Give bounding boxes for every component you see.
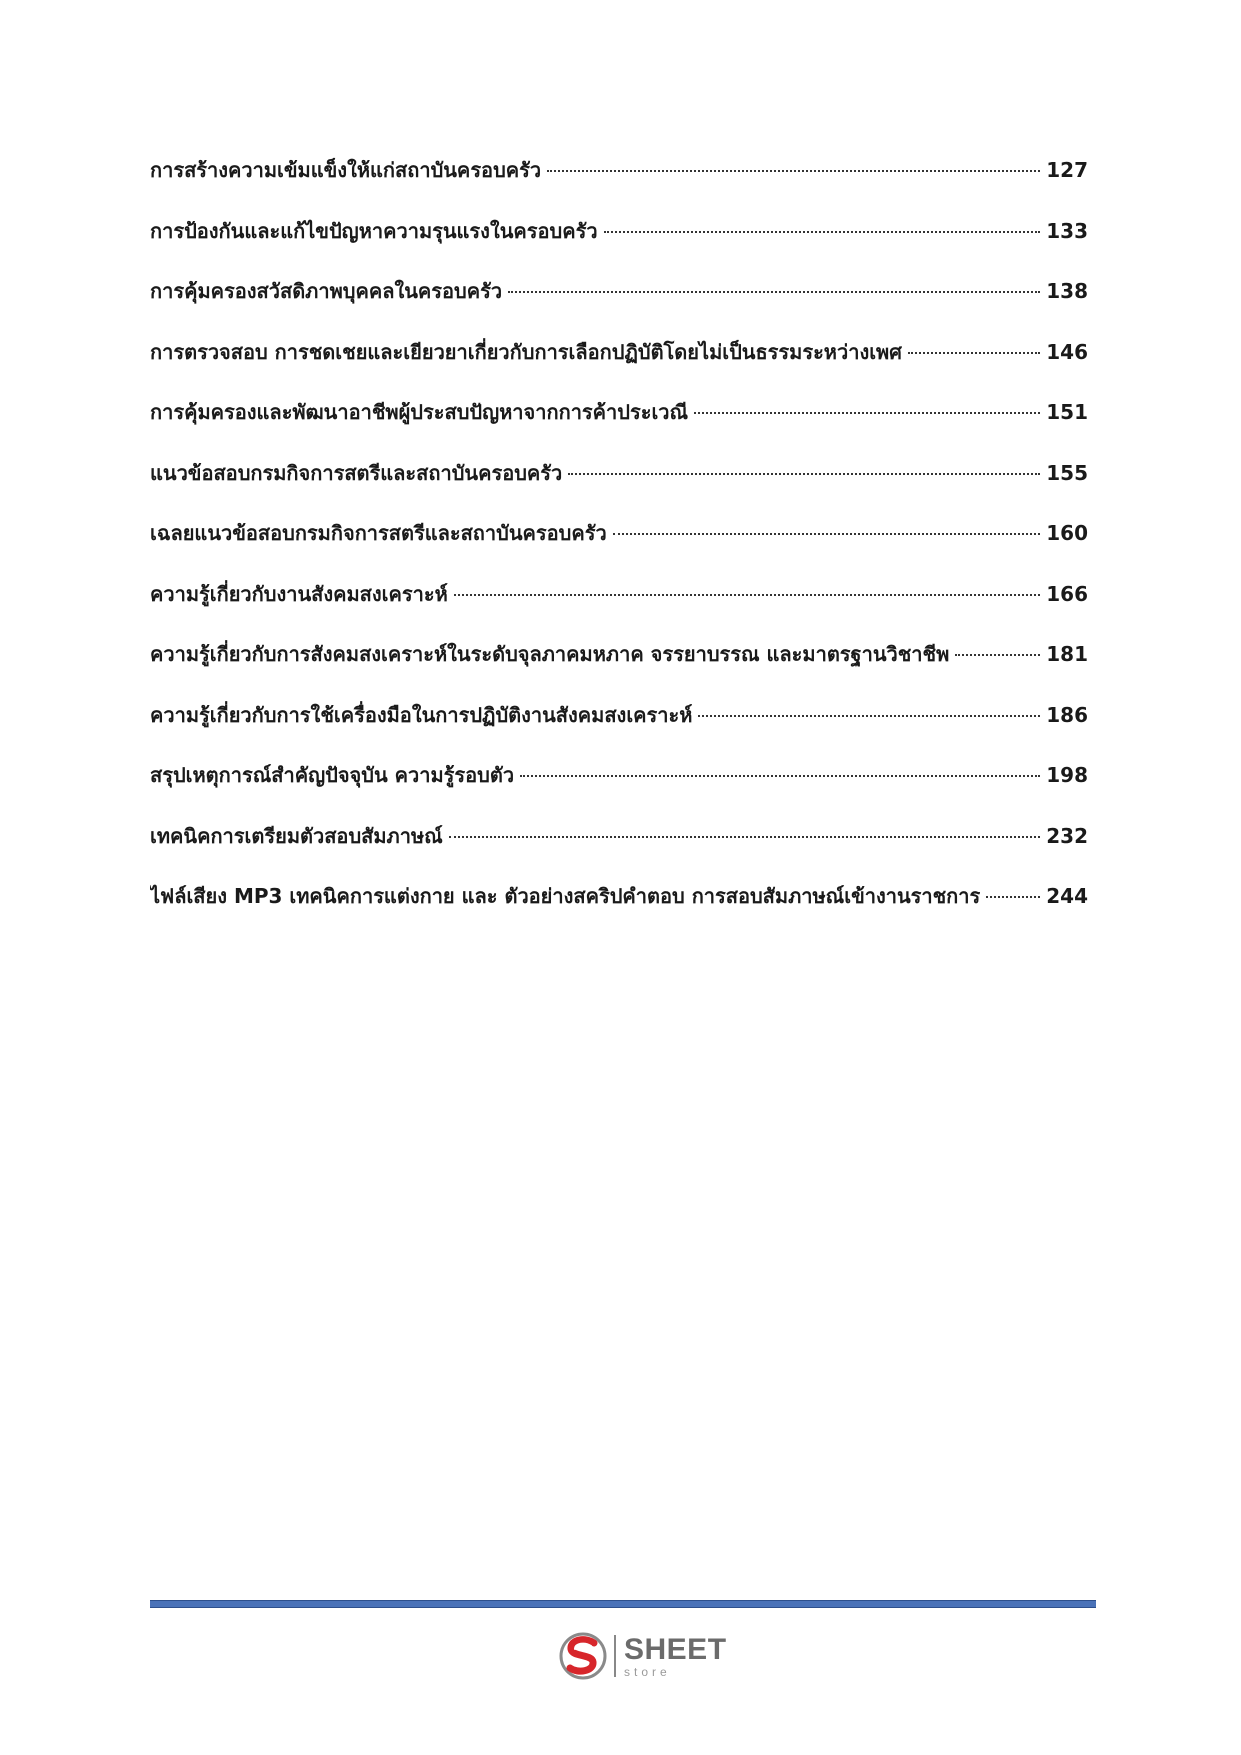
toc-entry-title: ความรู้เกี่ยวกับงานสังคมสงเคราะห์ <box>150 581 448 606</box>
toc-entry-title: สรุปเหตุการณ์สำคัญปัจจุบัน ความรู้รอบตัว <box>150 763 515 787</box>
toc-dot-leader <box>449 836 1041 838</box>
toc-dot-leader <box>508 291 1040 293</box>
toc-entry[interactable] <box>150 578 1088 639</box>
toc-entry-page: 138 <box>1046 279 1088 303</box>
toc-dot-leader <box>568 473 1040 475</box>
toc-entry-page: 198 <box>1046 763 1088 787</box>
toc-dot-leader <box>613 533 1041 535</box>
toc-entry-title: การคุ้มครองและพัฒนาอาชีพผู้ประสบปัญหาจากการค้าประเวณี <box>150 400 689 424</box>
toc-dot-leader <box>604 231 1041 233</box>
toc-entry-page: 127 <box>1046 158 1088 182</box>
toc-entry[interactable] <box>150 820 1088 881</box>
toc-entry-title: การคุ้มครองสวัสดิภาพบุคคลในครอบครัว <box>150 279 503 303</box>
toc-entry-title: ความรู้เกี่ยวกับการสังคมสงเคราะห์ในระดับจุลภาคมหภาค จรรยาบรรณ และมาตรฐานวิชาชีพ <box>150 642 950 666</box>
toc-dot-leader <box>698 715 1040 717</box>
toc-entry[interactable] <box>150 699 1088 760</box>
toc-dot-leader <box>986 896 1040 898</box>
toc-dot-leader <box>955 654 1040 656</box>
toc-entry-title: ไฟล์เสียง MP3 เทคนิคการแต่งกาย และ ตัวอย่างสคริปคำตอบ การสอบสัมภาษณ์เข้างานราชการ <box>150 884 981 908</box>
logo-divider <box>614 1635 616 1677</box>
logo-brand-name: SHEET <box>624 1632 727 1666</box>
toc-entry-page: 186 <box>1046 702 1088 727</box>
toc-dot-leader <box>454 594 1040 596</box>
footer-rule <box>150 1600 1096 1608</box>
toc-entry-page: 232 <box>1046 823 1088 848</box>
toc-entry-page: 146 <box>1046 339 1088 364</box>
toc-entry[interactable] <box>150 215 1088 276</box>
sheet-store-logo-icon <box>558 1631 608 1681</box>
toc-entry-title: การป้องกันและแก้ไขปัญหาความรุนแรงในครอบครัว <box>150 218 598 243</box>
logo-brand-sub: store <box>624 1664 671 1679</box>
toc-entry-title: เฉลยแนวข้อสอบกรมกิจการสตรีและสถาบันครอบครัว <box>150 521 607 545</box>
toc-entry[interactable] <box>150 396 1088 457</box>
logo-text <box>624 1632 727 1679</box>
toc-entry-title: ความรู้เกี่ยวกับการใช้เครื่องมือในการปฏิบัติงานสังคมสงเคราะห์ <box>150 702 693 727</box>
toc-entry-page: 181 <box>1046 642 1088 666</box>
toc-entry[interactable] <box>150 457 1088 518</box>
toc-entry[interactable] <box>150 275 1088 336</box>
toc-entry-page: 155 <box>1046 460 1088 485</box>
brand-logo <box>558 1630 727 1682</box>
toc-entry[interactable] <box>150 517 1088 578</box>
toc-entry[interactable] <box>150 880 1088 941</box>
toc-entry-page: 166 <box>1046 581 1088 606</box>
toc-dot-leader <box>908 352 1040 354</box>
toc-entry-title: การตรวจสอบ การชดเชยและเยียวยาเกี่ยวกับการเลือกปฏิบัติโดยไม่เป็นธรรมระหว่างเพศ <box>150 339 902 364</box>
toc-entry-page: 133 <box>1046 218 1088 243</box>
toc-entry[interactable] <box>150 336 1088 397</box>
toc-entry[interactable] <box>150 759 1088 820</box>
table-of-contents <box>150 154 1088 941</box>
toc-entry-title: การสร้างความเข้มแข็งให้แก่สถาบันครอบครัว <box>150 158 542 182</box>
toc-dot-leader <box>694 412 1040 414</box>
toc-entry-page: 244 <box>1046 884 1088 908</box>
toc-entry[interactable] <box>150 638 1088 699</box>
toc-entry-page: 160 <box>1046 521 1088 545</box>
toc-entry-page: 151 <box>1046 400 1088 424</box>
toc-entry[interactable] <box>150 154 1088 215</box>
toc-dot-leader <box>547 170 1040 172</box>
toc-entry-title: เทคนิคการเตรียมตัวสอบสัมภาษณ์ <box>150 823 443 848</box>
toc-entry-title: แนวข้อสอบกรมกิจการสตรีและสถาบันครอบครัว <box>150 460 563 485</box>
toc-dot-leader <box>520 775 1040 777</box>
